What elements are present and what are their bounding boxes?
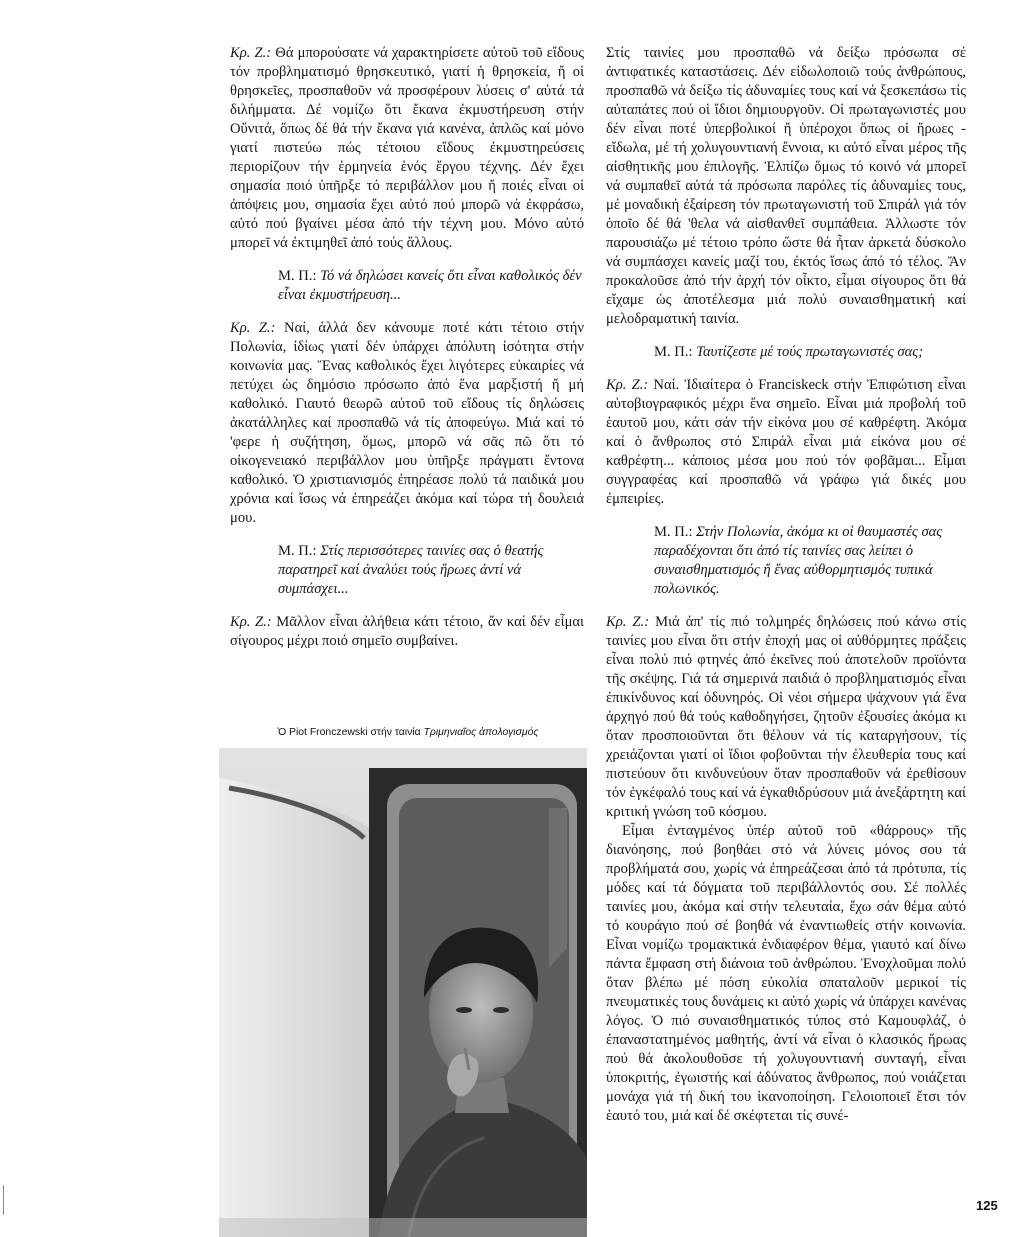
answer-text: Στίς ταινίες μου προσπαθῶ νά δείξω πρόσωπα σέ ἀντιφατικές καταστάσεις. Δέν εἰδωλοποιῶ τούς ἀνθρώπους, προσπαθῶ νά δείξω τίς ἀδυναμίες τους καί νά ξεσκεπάσω τίς αὐταπάτες πού οἱ ἴδιοι δημιουργοῦν. Οἱ πρωταγωνιστές μου δέν εἶναι ποτέ ὑπερβολικοί ἤ ὑπέροχοι ὅπως οἱ ἥρωες - εἴδωλα, μέ τή χολυγουντιανή ἔννοια, κι αὐτό εἶναι μέρος τῆς αἰσθητικῆς μου ἐπιλογῆς. Ἐλπίζω ὅμως τό κοινό νά μπορεῖ νά συμπαθεῖ αὐτά τά πρόσωπα παρόλες τίς ἀδυναμίες τους, μέ μοναδική ἐξαίρεση τόν πρωταγωνιστή τοῦ Σπιράλ γιά τόν ὁποῖο δέ θά 'θελα νά αἰσθανθεῖ συμπάθεια. Ἀλλωστε τόν παρουσιάζω μέ τέτοιο τρόπο ὥστε θά ἦταν ἀρκετά δύσκολο νά συμπάσχει κανείς μαζί του, ἐκτός ἴσως ἀπό τό τέλος. Ἄν προκαλοῦσε ἀπό τήν ἀρχή τόν οἶκτο, εἶμαι σίγουρος ὅτι θά εἴχαμε ὡς ἀποτέλεσμα μιά πολύ συναισθηματική καί μελοδραματική ταινία. [606,45,966,327]
photo-image [219,748,587,1237]
question-block [654,343,966,362]
question-block [278,542,584,599]
left-text-column [230,44,584,651]
caption-prefix: Ὁ Piot Fronczewski στήν ταινία [277,727,421,738]
speaker-label: Μ. Π.: [654,524,693,540]
question-text: Στήν Πολωνία, ἀκόμα κι οἱ θαυμαστές σας παραδέχονται ὅτι ἀπό τίς ταινίες σας λείπει ὁ συναισθηματισμός ἤ ἕνας αὐθορμητισμός τυπικά πολωνικός. [654,524,943,597]
speaker-label: Μ. Π.: [654,344,693,360]
scan-margin-mark [3,1185,4,1215]
answer-text: Θά μπορούσατε νά χαρακτηρίσετε αὐτοῦ τοῦ εἴδους τόν προβληματισμό θρησκευτικό, γιατί ἡ θρησκεία, ἤ οἱ θρησκεῖες, προσπαθοῦν νά προσφέρουν λύσεις σ' αὐτά τά διλήμματα. Δέ νομίζω ὅτι ἔκανα ἐκμυστήρευση στήν Οὔνιτά, ὅπως δέ θά τήν ἔκανα γιά κανένα, ἀπλῶς καί μόνο γιατί πιστεύω πώς τέτοιου εἴδους ἐκμυστηρεύσεις περιορίζουν τήν ἑρμηνεία ἑνός ἔργου τέχνης. Δέν ἔχει σημασία ποιό ὑπῆρξε τό περιβάλλον μου ἤ ποιές εἶναι οἱ ἀπόψεις μου, σημασία ἔχει αὐτό πού μπορῶ νά ἐκφράσω, αὐτό πού βγαίνει μέσα ἀπό τήν τέχνη μου. Μόνο αὐτό μπορεῖ νά ἐκτιμηθεῖ ἀπό τούς ἄλλους. [230,45,584,251]
answer-paragraph [606,613,966,822]
answer-paragraph [606,44,966,329]
speaker-label: Κρ. Ζ.: [230,320,276,336]
page-number: 125 [976,1198,998,1213]
question-text: Στίς περισσότερες ταινίες σας ὁ θεατής παρατηρεῖ καί ἀναλύει τούς ἥρωες ἀντί νά συμπάσχει... [278,543,544,597]
answer-paragraph [230,613,584,651]
question-text: Ταυτίζεστε μέ τούς πρωταγωνιστές σας; [696,344,924,360]
speaker-label: Μ. Π.: [278,268,317,284]
question-block [654,523,966,599]
right-text-column [606,44,966,1126]
answer-paragraph [230,44,584,253]
film-still-photo [219,748,587,1237]
answer-paragraph [606,376,966,509]
question-text: Τό νά δηλώσει κανείς ὅτι εἶναι καθολικός δέν εἶναι ἐκμυστήρευση... [278,268,582,303]
photo-caption [228,727,588,738]
speaker-label: Κρ. Ζ.: [606,614,650,630]
answer-paragraph [606,822,966,1126]
answer-text: Μᾶλλον εἶναι ἀλήθεια κάτι τέτοιο, ἄν καί δέν εἶμαι σίγουρος μέχρι ποιό σημεῖο συμβαίνει. [230,614,584,649]
question-block [278,267,584,305]
answer-text: Ναί. Ἰδιαίτερα ὁ Franciskeck στήν Ἐπιφώτιση εἶναι αὐτοβιογραφικός μέχρι ἕνα σημεῖο. Εἶναι μιά προβολή τοῦ ἑαυτοῦ μου, κάτι σάν τήν εἰκόνα μου σέ καθρέφτη. Ἀκόμα καί ὁ ἄνθρωπος στό Σπιράλ εἶναι μιά εἰκόνα μου σέ καθρέφτη... κάποιος μέσα μου πού τόν φοβᾶμαι... Εἶμαι συγγραφέας καί προσπαθῶ νά γράφω γιά δικές μου ἐμπειρίες. [606,377,966,507]
answer-paragraph [230,319,584,528]
speaker-label: Μ. Π.: [278,543,317,559]
speaker-label: Κρ. Ζ.: [230,45,272,61]
speaker-label: Κρ. Ζ.: [606,377,649,393]
answer-text: Ναί, ἀλλά δεν κάνουμε ποτέ κάτι τέτοιο στήν Πολωνία, ἰδίως γιατί δέν ὑπάρχει ἀπόλυτη ἰσότητα στήν κοινωνία μας. Ἕνας καθολικός ἔχει λιγότερες εὐκαιρίες νά πετύχει ὡς δημόσιο πρόσωπο ἀπό ἕνα μαρξιστή ἤ μή καθολικό. Γιαυτό θεωρῶ αὐτοῦ τοῦ εἴδους τίς δηλώσεις ἀκατάλληλες καί προσπαθῶ νά τίς ἀποφεύγω. Μιά καί τό 'φερε ἡ συζήτηση, ὅμως, μπορῶ νά σᾶς πῶ ὅτι τό οἰκογενειακό περιβάλλον μου ὑπῆρξε πράγματι ἔντονα καθολικό. Ὁ χριστιανισμός ἐπηρέασε πολύ τά παιδικά μου χρόνια καί ἴσως νά ἐπηρεάζει ἀκόμα καί τώρα τή δουλειά μου. [230,320,585,526]
answer-text: Μιά ἀπ' τίς πιό τολμηρές δηλώσεις πού κάνω στίς ταινίες μου εἶναι ὅτι στήν ἐποχή μας οἱ αὐθόρμητες πράξεις εἶναι πολύ πιό φτηνές ἀπό ἐκεῖνες πού ἀποτελοῦν προϊόντα τῆς σκέψης. Γιά τά σημερινά παιδιά ὁ προβληματισμός εἶναι ἐπικίνδυνος καί ὀδυνηρός. Οἱ νέοι σήμερα ψάχνουν γιά ἕνα ἀρχηγό πού θά τούς καθοδηγήσει, ζητοῦν ἐξουσίες ἀκόμα κι ὅταν προσποιοῦνται ὅτι θέλουν νά τίς καταργήσουν, τίς χρειάζονται γιατί οἱ ἴδιοι φοβοῦνται τήν ἐλευθερία τους καί πιστεύουν ὅτι κινδυνεύουν ὅταν προσπαθοῦν νά ἐρεθίσουν τόν ἐγκέφαλό τους καί νά ἐγκαθιδρύσουν μιά ἀνεξάρτητη καί κριτική γνώση τοῦ κόσμου. [606,614,966,820]
answer-text: Εἶμαι ἐνταγμένος ὑπέρ αὐτοῦ τοῦ «θάρρους» τῆς διανόησης, πού βοηθάει στό νά λύνεις μόνος σου τά προβλήματά σου, χωρίς νά ἐπηρεάζεσαι ἀπό τά πρότυπα, τίς μόδες καί τά δόγματα τοῦ περιβάλλοντός σου. Σέ πολλές ταινίες μου, ἀκόμα καί στήν τελευταία, ἔχω σάν θέμα αὐτό τό κουράγιο πού σέ βοηθά νά ἐναντιωθείς στήν κοινωνία. Εἶναι νομίζω τρομακτικά ἐνδιαφέρον θέμα, γιαυτό καί δίνω πάντα ἔμφαση στή διάνοια τοῦ ἀνθρώπου. Ἐνοχλοῦμαι πολύ ὅταν βλέπω μέ πόση εὐκολία σπαταλοῦν μερικοί τίς πνευματικές τους δυνάμεις κι αὐτό χωρίς νά ὑπάρχει κανένας λόγος. Ὁ πιό συναισθηματικός τύπος στό Καμουφλάζ, ὁ ἐπαναστατημένος μαθητής, ἀντί νά εἶναι ὁ κλασικός ἥρωας πού θά ἀκολουθοῦσε τή χολυγουντιανή συνταγή, εἶναι ὑποκριτής, ἐγωιστής καί ἀδύνατος ἄνθρωπος, πού νοιάζεται μονάχα γιά τή δική του ἱκανοποίηση. Γελοιοποιεῖ ἔτσι τόν ἑαυτό του, μιά καί δέ σκέφτεται τίς συνέ- [606,823,966,1124]
speaker-label: Κρ. Ζ.: [230,614,272,630]
caption-film-title: Τριμηνιαῖος ἀπολογισμός [423,727,539,738]
